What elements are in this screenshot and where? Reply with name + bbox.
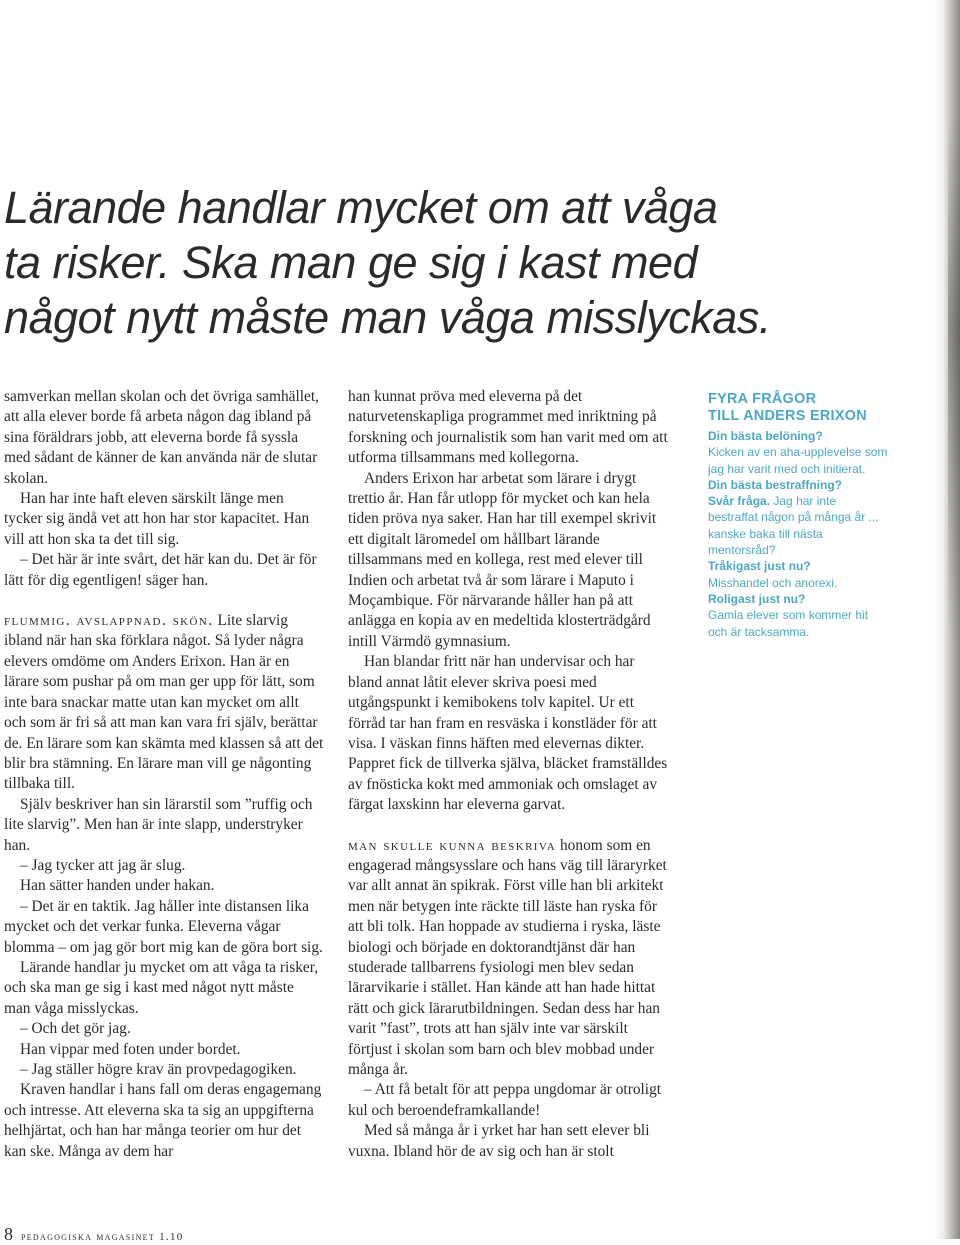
article-column-2 [348,387,668,1162]
page-footer [4,1224,184,1245]
page-number: 8 [4,1224,13,1244]
sidebar-heading-line: FYRA FRÅGOR [708,391,817,407]
section-text: honom som en engagerad mångsysslare och hans väg till läraryrket var allt annat än spikrak. Först ville han bli arkitekt men när betygen inte räckte till läste han ryska för att bli tolk. Han hoppade av studierna i ryska, läste biologi och började en doktorandtjänst där han studerade tallbarrens fysiologi men blev sedan lärarvikarie i stället. Han kände att han hade hittat rätt och gick lärarutbildningen. Sedan dess har han varit ”fast”, trots att han själv inte var särskilt förtjust i skolan som barn och blev mobbad under många år. [348,836,667,1078]
answer: Kicken av en aha-upplevelse som jag har varit med och initierat. [708,445,888,476]
article-column-1 [4,387,324,1162]
sidebar-heading [708,391,888,425]
question: Din bästa bestraffning? [708,477,843,492]
answer: Gamla elever som kommer hit och är tacksamma. [708,608,869,639]
sidebar-four-questions [708,391,888,640]
paragraph: – Det här är inte svårt, det här kan du. Det är för lätt för dig egentligen! säger han. [4,551,317,589]
paragraph: Han blandar fritt när han undervisar och har bland annat låtit elever skriva poesi med utgångspunkt i kemibokens tolv kapitel. Ur ett förråd tar han fram en resväska i konstläder för att visa. I väskan finns häften med elevernas dikter. Pappret fick de tillverka själva, bläcket framställdes av fnösticka kokt med ammoniak och omslaget av färgat laxskinn har eleverna garvat. [348,653,668,814]
qa-item [708,558,888,591]
answer: Misshandel och anorexi. [708,575,838,590]
paragraph: – Det är en taktik. Jag håller inte distansen lika mycket och det verkar funka. Eleverna vågar blomma – om jag gör bort mig kan de göra bort sig. [4,897,323,956]
section-text: Lite slarvig ibland när han ska förklara något. Så lyder några elevers omdöme om Anders Erixon. Han är en lärare som pushar på om man ger upp för lätt, som inte bara snackar matte utan kan mycket om allt och som är fri så att man kan vara fri själv, berättar de. En lärare som kan skämta med klassen så att det blir bra stämning. En lärare man vill ge någonting tillbaka till. [4,612,324,793]
paragraph: – Jag tycker att jag är slug. [20,856,186,874]
question: Tråkigast just nu? [708,559,811,574]
paragraph: – Jag ställer högre krav än provpedagogiken. [20,1061,297,1078]
paragraph: Med så många år i yrket har han sett elever bli vuxna. Ibland hör de av sig och han är stolt [348,1122,650,1160]
qa-item [708,428,888,477]
paragraph: Han vippar med foten under bordet. [20,1040,241,1058]
pull-quote [4,180,771,345]
paragraph: Kraven handlar i hans fall om deras engagemang och intresse. Att eleverna ska ta sig an uppgifterna helhjärtat, och han har många teorier om hur det kan ske. Många av dem har [4,1081,322,1160]
section-paragraph [4,611,324,795]
section-paragraph [348,836,668,1081]
paragraph: Han har inte haft eleven särskilt länge men tycker sig ändå vet att hon har stor kapacitet. Han vill att hon ska ta det till sig. [4,490,310,548]
pull-quote-line: ta risker. Ska man ge sig i kast med [4,237,698,288]
section-lead-in: flummig. avslappnad. skön. [4,612,214,630]
question: Roligast just nu? [708,591,806,606]
paragraph: Lärande handlar ju mycket om att våga ta risker, och ska man ge sig i kast med något nytt måste man våga misslyckas. [4,958,319,1017]
paragraph: – Och det gör jag. [20,1020,131,1038]
qa-item [708,493,888,558]
question: Din bästa belöning? [708,429,823,443]
paragraph: – Att få betalt för att peppa ungdomar är otroligt kul och beroendeframkallande! [348,1081,662,1119]
qa-item [708,477,888,493]
paragraph: samverkan mellan skolan och det övriga samhället, att alla elever borde få arbeta någon dag ibland på sina föräldrars jobb, att eleverna borde få syssla med sådant de känner de kan använda när de slutar skolan. [4,388,319,487]
answer: Jag har inte bestraffat någon på många år ... kanske baka till nästa mentorsråd? [708,494,879,558]
sidebar-heading-line: TILL ANDERS ERIXON [708,408,867,424]
section-lead-in: man skulle kunna beskriva [348,836,557,854]
paragraph: Han sätter handen under hakan. [20,877,215,895]
paragraph: Anders Erixon har arbetat som lärare i drygt trettio år. Han får utlopp för mycket och kan hela tiden pröva nya saker. Han har till exempel skrivit ett digitalt läromedel om hållbart lärande tillsammans med en kollega, rest med elever till Indien och arbetat två år som lärare i Maputo i Moçambique. För närvarande håller han på att anlägga en kopia av en medeltida klosterträdgård intill Värmdö gymnasium. [348,469,657,650]
paragraph: Själv beskriver han sin lärarstil som ”ruffig och lite slarvig”. Men han är inte slapp, understryker han. [4,795,313,854]
paragraph: han kunnat pröva med eleverna på det naturvetenskapliga programmet med inriktning på forskning och journalistik som han varit med om att utforma tillsammans med kollegorna. [348,388,668,467]
pull-quote-line: något nytt måste man våga misslyckas. [4,292,771,343]
page-edge-fold [948,120,960,640]
magazine-name: pedagogiska magasinet 1.10 [21,1231,184,1243]
qa-item [708,591,888,640]
pull-quote-line: Lärande handlar mycket om att våga [4,182,718,233]
question: Svår fråga. [708,494,771,509]
